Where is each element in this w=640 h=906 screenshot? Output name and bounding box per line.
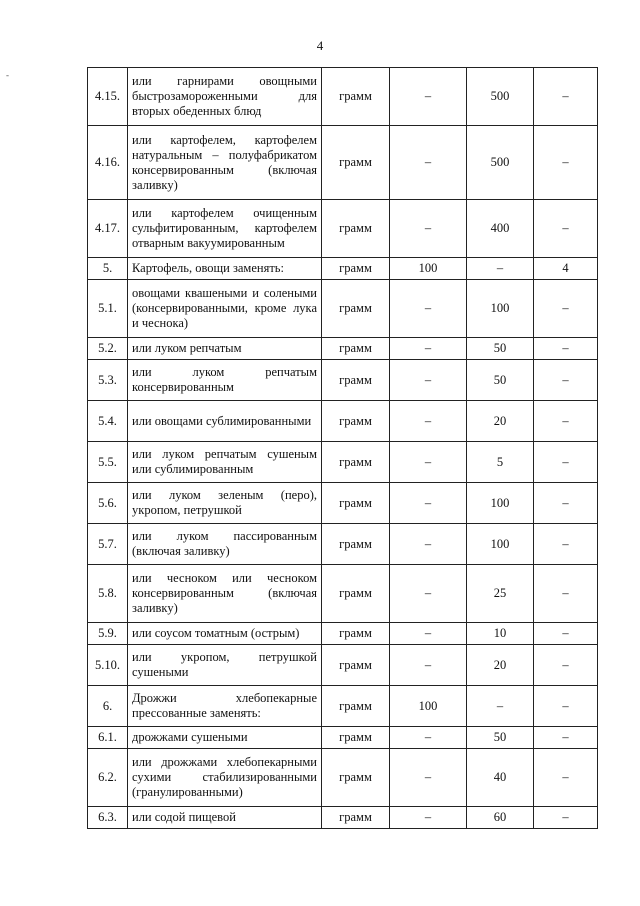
norm-value-cell: –: [390, 338, 467, 360]
replacement-value-cell: 500: [467, 68, 534, 126]
page-number: 4: [316, 38, 324, 53]
table-row: [88, 623, 598, 645]
replacement-value-cell: 50: [467, 338, 534, 360]
extra-value-cell: –: [534, 727, 598, 749]
item-name: Картофель, овощи заменять:: [128, 258, 322, 280]
item-number: 6.3.: [88, 807, 128, 829]
norms-table: [87, 67, 598, 829]
table-row: [88, 565, 598, 623]
replacement-value-cell: 50: [467, 360, 534, 401]
replacement-value-cell: 50: [467, 727, 534, 749]
unit-cell: грамм: [322, 749, 390, 807]
extra-value-cell: –: [534, 524, 598, 565]
norm-value-cell: –: [390, 360, 467, 401]
unit-cell: грамм: [322, 645, 390, 686]
table-row: [88, 280, 598, 338]
extra-value-cell: 4: [534, 258, 598, 280]
unit-cell: грамм: [322, 524, 390, 565]
norm-value-cell: –: [390, 565, 467, 623]
item-number: 6.: [88, 686, 128, 727]
replacement-value-cell: –: [467, 258, 534, 280]
extra-value-cell: –: [534, 686, 598, 727]
item-number: 5.7.: [88, 524, 128, 565]
item-number: 5.8.: [88, 565, 128, 623]
unit-cell: грамм: [322, 68, 390, 126]
item-number: 5.3.: [88, 360, 128, 401]
item-name: или луком репчатым консервированным: [128, 360, 322, 401]
norm-value-cell: –: [390, 442, 467, 483]
unit-cell: грамм: [322, 126, 390, 200]
extra-value-cell: –: [534, 126, 598, 200]
norm-value-cell: –: [390, 645, 467, 686]
extra-value-cell: –: [534, 645, 598, 686]
extra-value-cell: –: [534, 338, 598, 360]
extra-value-cell: –: [534, 360, 598, 401]
norm-value-cell: –: [390, 280, 467, 338]
norm-value-cell: –: [390, 68, 467, 126]
norm-value-cell: 100: [390, 686, 467, 727]
item-number: 4.17.: [88, 200, 128, 258]
extra-value-cell: –: [534, 749, 598, 807]
unit-cell: грамм: [322, 360, 390, 401]
item-number: 6.1.: [88, 727, 128, 749]
table-row: [88, 645, 598, 686]
item-number: 5.: [88, 258, 128, 280]
item-name: или овощами сублимированными: [128, 401, 322, 442]
item-name: или чесноком или чесноком консервированным (включая заливку): [128, 565, 322, 623]
extra-value-cell: –: [534, 483, 598, 524]
unit-cell: грамм: [322, 442, 390, 483]
unit-cell: грамм: [322, 483, 390, 524]
unit-cell: грамм: [322, 565, 390, 623]
table-row: [88, 360, 598, 401]
extra-value-cell: –: [534, 280, 598, 338]
item-name: или содой пищевой: [128, 807, 322, 829]
item-number: 4.15.: [88, 68, 128, 126]
norm-value-cell: –: [390, 401, 467, 442]
item-name: или гарнирами овощными быстрозамороженными для вторых обеденных блюд: [128, 68, 322, 126]
item-number: 5.4.: [88, 401, 128, 442]
norm-value-cell: 100: [390, 258, 467, 280]
replacement-value-cell: 10: [467, 623, 534, 645]
item-number: 5.2.: [88, 338, 128, 360]
unit-cell: грамм: [322, 280, 390, 338]
extra-value-cell: –: [534, 623, 598, 645]
replacement-value-cell: –: [467, 686, 534, 727]
item-number: 4.16.: [88, 126, 128, 200]
item-number: 5.6.: [88, 483, 128, 524]
item-name: или соусом томатным (острым): [128, 623, 322, 645]
table-body: [88, 68, 598, 829]
item-number: 5.10.: [88, 645, 128, 686]
item-name: или луком репчатым: [128, 338, 322, 360]
table-row: [88, 126, 598, 200]
unit-cell: грамм: [322, 258, 390, 280]
table-row: [88, 807, 598, 829]
item-number: 5.9.: [88, 623, 128, 645]
norm-value-cell: –: [390, 807, 467, 829]
item-name: или картофелем, картофелем натуральным – полуфабрикатом консервированным (включая заливку): [128, 126, 322, 200]
item-name: или картофелем очищенным сульфитированным, картофелем отварным вакуумированным: [128, 200, 322, 258]
norm-value-cell: –: [390, 524, 467, 565]
table-row: [88, 524, 598, 565]
extra-value-cell: –: [534, 807, 598, 829]
unit-cell: грамм: [322, 623, 390, 645]
table-row: [88, 483, 598, 524]
table-row: [88, 338, 598, 360]
norm-value-cell: –: [390, 727, 467, 749]
replacement-value-cell: 500: [467, 126, 534, 200]
unit-cell: грамм: [322, 807, 390, 829]
norm-value-cell: –: [390, 483, 467, 524]
replacement-value-cell: 400: [467, 200, 534, 258]
item-name: или луком репчатым сушеным или сублимированным: [128, 442, 322, 483]
replacement-value-cell: 40: [467, 749, 534, 807]
replacement-value-cell: 20: [467, 645, 534, 686]
item-number: 5.5.: [88, 442, 128, 483]
extra-value-cell: –: [534, 68, 598, 126]
norm-value-cell: –: [390, 200, 467, 258]
norm-value-cell: –: [390, 623, 467, 645]
replacement-value-cell: 100: [467, 483, 534, 524]
item-number: 6.2.: [88, 749, 128, 807]
unit-cell: грамм: [322, 727, 390, 749]
replacement-value-cell: 100: [467, 280, 534, 338]
table-row: [88, 401, 598, 442]
item-name: дрожжами сушеными: [128, 727, 322, 749]
replacement-value-cell: 25: [467, 565, 534, 623]
replacement-value-cell: 100: [467, 524, 534, 565]
item-name: Дрожжи хлебопекарные прессованные заменять:: [128, 686, 322, 727]
item-name: или луком пассированным (включая заливку): [128, 524, 322, 565]
table-row: [88, 749, 598, 807]
unit-cell: грамм: [322, 686, 390, 727]
unit-cell: грамм: [322, 401, 390, 442]
table-row: [88, 68, 598, 126]
item-name: или дрожжами хлебопекарными сухими стабилизированными (гранулированными): [128, 749, 322, 807]
extra-value-cell: –: [534, 565, 598, 623]
item-name: овощами квашеными и солеными (консервированными, кроме лука и чеснока): [128, 280, 322, 338]
replacement-value-cell: 5: [467, 442, 534, 483]
item-name: или луком зеленым (перо), укропом, петрушкой: [128, 483, 322, 524]
extra-value-cell: –: [534, 401, 598, 442]
table-row: [88, 200, 598, 258]
extra-value-cell: –: [534, 442, 598, 483]
replacement-value-cell: 20: [467, 401, 534, 442]
table-row: [88, 686, 598, 727]
item-number: 5.1.: [88, 280, 128, 338]
table-row: [88, 258, 598, 280]
norm-value-cell: –: [390, 126, 467, 200]
scan-mark: -: [6, 70, 9, 80]
unit-cell: грамм: [322, 200, 390, 258]
unit-cell: грамм: [322, 338, 390, 360]
extra-value-cell: –: [534, 200, 598, 258]
replacement-value-cell: 60: [467, 807, 534, 829]
item-name: или укропом, петрушкой сушеными: [128, 645, 322, 686]
table-row: [88, 727, 598, 749]
table-row: [88, 442, 598, 483]
norm-value-cell: –: [390, 749, 467, 807]
